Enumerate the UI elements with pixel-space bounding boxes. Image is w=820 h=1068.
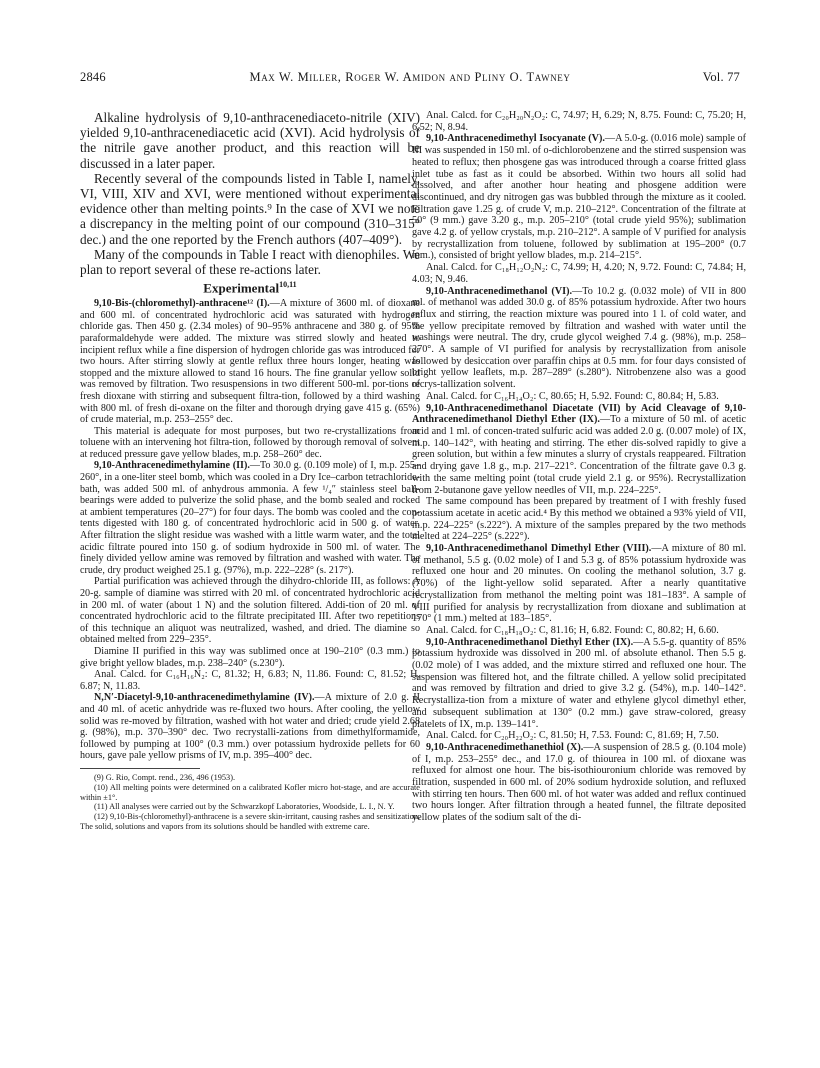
intro-paragraph: Many of the compounds in Table I react with dienophiles. We plan to report several of these re-actions later. bbox=[80, 246, 420, 278]
procedure-text: —A mixture of 3600 ml. of dioxane and 600 ml. of concentrated hydrochloric acid was saturated with hydrogen chloride gas. Then 450 g. (2.34 moles) of 90–95% anthracene and 380 g. of 95% paraformaldehyde were added. The mixture was stirred slowly and heated to incipient reflux while a fine dispersion of hydrogen chloride gas was introduced for two hours. After stirring slowly at gentle reflux three hours longer, heating was stopped and the mixture allowed to stand 16 hours. The fine granular yellow solid was removed by filtration. Two resuspensions in two different 500-ml. por-tions of fresh dioxane with stirring and subsequent filtra-tion, followed by a third washing with 800 ml. of fresh di-oxane on the filter and thorough drying gave 415 g. (65%) of crude material, m.p. 253–255° dec. bbox=[80, 298, 421, 426]
procedure-text: —A mixture of 2.0 g. II and 40 ml. of acetic anhydride was re-fluxed two hours. After cooling, the yellow solid was re-moved by filtration, washed with hot water and dried; crude yield 2.68 g. (98%), m.p. 370–390° dec. Two recrystalli-zations from dimethylformamide, followed by pumping at 100° (0.3 mm.) over potassium hydroxide pellets for 60 hours, gave pale yellow prisms of IV, m.p. 395–400° dec. bbox=[80, 692, 420, 762]
procedure-paragraph bbox=[80, 460, 420, 576]
analysis-paragraph bbox=[412, 625, 746, 637]
analysis-paragraph bbox=[412, 110, 746, 133]
procedure-paragraph bbox=[80, 692, 420, 762]
intro-paragraph: Alkaline hydrolysis of 9,10-anthracenediaceto-nitrile (XIV) yielded 9,10-anthracenediacetic acid (XVI). Acid hydrolysis of the nitrile gave another product, and this reaction will be discussed in a later paper. bbox=[80, 110, 420, 171]
analysis-text: Anal. Calcd. for C₂₀H₂₂O₂: C, 81.50; H, 7.53. Found: C, 81.69; H, 7.50. bbox=[426, 730, 719, 742]
analysis-paragraph bbox=[412, 391, 746, 403]
procedure-text: —A mixture of 80 ml. of methanol, 5.5 g. (0.02 mole) of I and 5.3 g. of 85% potassium hydroxide was refluxed one hour and 20 minutes. On cooling the methanol solution, 3.7 g. (70%) of the light-yellow solid separated. After a nearly quantitative recrystallization from methanol the melting point was 181–183°. A sample of VIII purified for analysis by recrystallization from dioxane and sublimation at 170° (1 mm.) melted at 183–185°. bbox=[412, 543, 746, 625]
footnote: (11) All analyses were carried out by the Schwarzkopf Laboratories, Woodside, L. I., N. Y. bbox=[94, 802, 395, 812]
analysis-text: Anal. Calcd. for C₁₈H₁₈O₂: C, 81.16; H, 6.82. Found: C, 80.82; H, 6.60. bbox=[426, 624, 719, 636]
analysis-text: Anal. Calcd. for C₁₆H₁₆N₂: C, 81.32; H, 6.83; N, 11.86. Found: C, 81.52; H, 6.87; N, 11.83. bbox=[80, 669, 420, 692]
intro-section bbox=[80, 110, 420, 277]
section-footnote-refs: 10,11 bbox=[279, 280, 297, 290]
experimental-body bbox=[80, 298, 420, 762]
procedure-paragraph bbox=[412, 133, 746, 262]
procedure-text: The same compound has been prepared by treatment of I with freshly fused potassium acetate in acetic acid.⁴ By this method we obtained a 93% yield of VII, m.p. 224–225° (s.222°). A mixture of the samples prepared by the two methods melted at 224–225° (s.222°). bbox=[412, 496, 746, 543]
compound-heading: 9,10-Bis-(chloromethyl)-anthracene¹² (I). bbox=[94, 298, 270, 310]
procedure-text: —To 10.2 g. (0.032 mole) of VII in 800 ml. of methanol was added 30.0 g. of 85% potassium hydroxide. After two hours reflux and stirring, the reaction mixture was poured into 1 l. of cold water, and the yellow precipitate removed by filtration and washed with water until the washings were neutral. The dry, crude glycol weighed 7.4 g. (98%), m.p. 258–270°. A sample of VI purified for analysis by recrystallization from anisole followed by desiccation over paraffin chips at 0.5 mm. for four days consisted of bright yellow leaflets, m.p. 287–289° (s.280°). Nitrobenzene also was a good recrys-tallization solvent. bbox=[412, 285, 746, 391]
procedure-paragraph bbox=[412, 286, 746, 391]
left-column bbox=[80, 110, 420, 832]
procedure-text: —A 5.5-g. quantity of 85% potassium hydroxide was dissolved in 200 ml. of absolute ethanol. Then 5.5 g. (0.02 mole) of I was added, and the mixture stirred and refluxed one hour. The suspension was filtered hot, and the filtrate chilled. A yellow solid precipitated and was removed by filtration and dried to give 3.2 g. (54%), m.p. 140–142°. Recrystalliza-tion from a mixture of water and ethylene glycol dimethyl ether, and subsequent sublimation at 130° (0.2 mm.) gave straw-colored, greasy platelets of IX, m.p. 139–141°. bbox=[412, 636, 746, 730]
running-header bbox=[80, 70, 740, 86]
procedure-paragraph bbox=[80, 298, 420, 426]
procedure-text: This material is adequate for most purposes, but two re-crystallizations from toluene with an intervening hot filtra-tion, followed by thorough removal of solvent at reduced pressure gave yellow blades, m.p. 258–260° dec. bbox=[80, 425, 420, 460]
procedure-paragraph bbox=[412, 543, 746, 625]
analysis-paragraph bbox=[80, 669, 420, 692]
compound-heading: 9,10-Anthracenedimethylamine (II). bbox=[94, 460, 250, 472]
analysis-paragraph bbox=[412, 262, 746, 285]
footnote-divider bbox=[80, 768, 200, 769]
analysis-text: Anal. Calcd. for C₂₀H₂₀N₂O₂: C, 74.97; H, 6.29; N, 8.75. Found: C, 75.20; H, 6.52; N, 8.94. bbox=[412, 110, 746, 133]
procedure-text: —To a mixture of 50 ml. of acetic acid and 1 ml. of concen-trated sulfuric acid was added 2.0 g. (0.007 mole) of IX, m.p. 140–142°, with heating and stirring. The ether dis-solved rapidly to give a green solution, but within a few minutes a slurry of crystals reappeared. Filtration and drying gave 1.8 g., m.p. 217–221°. Concentration of the filtrate gave 0.3 g. with the same melting point (total crude yield 2.1 g. or 95%). Recrystallization from 2-butanone gave yellow needles of VII, m.p. 224–225°. bbox=[412, 414, 746, 496]
compound-heading: 9,10-Anthracenedimethanethiol (X). bbox=[426, 741, 584, 753]
footnote: (10) All melting points were determined on a calibrated Kofler micro hot-stage, and are accurate within ±1°. bbox=[80, 782, 420, 802]
compound-heading: 9,10-Anthracenedimethanol Diethyl Ether (IX). bbox=[426, 636, 634, 648]
section-title: Experimental bbox=[203, 280, 280, 296]
page-number: 2846 bbox=[80, 70, 106, 84]
volume-label: Vol. 77 bbox=[702, 70, 740, 84]
procedure-paragraph bbox=[412, 403, 746, 497]
analysis-paragraph bbox=[412, 730, 746, 742]
procedure-paragraph bbox=[412, 637, 746, 731]
procedure-text: —A suspension of 28.5 g. (0.104 mole) of I, m.p. 253–255° dec., and 17.0 g. of thiourea in 100 ml. of dioxane was refluxed for almost one hour. The bis-isothiouronium chloride was removed by filtration, suspended in 600 ml. of 20% sodium hydroxide solution, and refluxed with stirring ten hours. Then 600 ml. of hot water was added and reflux continued two hours longer. After filtration through a heated funnel, the filtrate deposited yellow plates of the sodium salt of the di- bbox=[412, 741, 746, 824]
procedure-text: —To 30.0 g. (0.109 mole) of I, m.p. 255–260°, in a one-liter steel bomb, which was cooled in a Dry Ice–carbon tetrachloride-bath, was added 500 ml. of anhydrous ammonia. A few ¹/₄″ stainless steel ball-bearings were added to pulverize the solid phase, and the bomb sealed and rocked at ambient temperatures (20–27°) for four days. The bomb was cooled and the con-tents digested with 180 g. of concentrated hydrochloric acid in 500 g. of water. After filtration the slight residue was washed with a little warm water, and the total acidic filtrate poured into 150 g. of sodium hydroxide in 500 ml. of water. The finely divided yellow amine was removed by filtration and washed with water. The crude, dry product weighed 25.1 g. (97%), m.p. 222–228° (s. 217°). bbox=[80, 460, 420, 576]
procedure-paragraph bbox=[412, 496, 746, 543]
procedure-text: Diamine II purified in this way was sublimed once at 190–210° (0.3 mm.) to give bright yellow blades, m.p. 238–240° (s.230°). bbox=[80, 645, 420, 669]
procedure-paragraph bbox=[80, 576, 420, 646]
compound-heading: N,N′-Diacetyl-9,10-anthracenedimethylamine (IV). bbox=[94, 692, 315, 704]
procedure-text: Partial purification was achieved through the dihydro-chloride III, as follows: A 20-g. sample of diamine was stirred with 20 ml. of concentrated hydrochloric acid in 200 ml. of water (about 1 N) and the solution filtered. Addi-tion of 20 ml. of concentrated hydrochloric acid to the filtrate precipitated III. After two repetitions of this technique an aliquot was neutralized, washed, and dried. The diamine so obtained melted from 229–235°. bbox=[80, 576, 420, 646]
compound-heading: 9,10-Anthracenedimethanol (VI). bbox=[426, 285, 573, 297]
analysis-text: Anal. Calcd. for C₁₈H₁₂O₂N₂: C, 74.99; H, 4.20; N, 9.72. Found: C, 74.84; H, 4.03; N, 9.46. bbox=[412, 262, 746, 285]
footnote: (12) 9,10-Bis-(chloromethyl)-anthracene is a severe skin-irritant, causing rashes and sensitization. The solid, solutions and vapors from its solutions should be handled with extreme care. bbox=[80, 812, 420, 831]
compound-heading: 9,10-Anthracenedimethanol Dimethyl Ether (VIII). bbox=[426, 543, 652, 555]
right-column bbox=[412, 110, 746, 824]
procedure-paragraph bbox=[412, 742, 746, 824]
running-authors: Max W. Miller, Roger W. Amidon and Pliny O. Tawney bbox=[249, 70, 571, 84]
section-heading bbox=[80, 279, 420, 295]
footnote: (9) G. Rio, Compt. rend., 236, 496 (1953). bbox=[94, 772, 236, 782]
procedure-paragraph bbox=[80, 646, 420, 669]
intro-paragraph: Recently several of the compounds listed in Table I, namely, VI, VIII, XIV and XVI, were mentioned without experimental evidence other than melting points.⁹ In the case of XVI we note a discrepancy in the melting point of our compound (310–315° dec.) and the one reported by the French authors (407–409°). bbox=[80, 170, 420, 247]
procedure-paragraph bbox=[80, 426, 420, 461]
analysis-text: Anal. Calcd. for C₁₆H₁₄O₂: C, 80.65; H, 5.92. Found: C, 80.84; H, 5.83. bbox=[426, 390, 719, 402]
procedure-text: —A 5.0-g. (0.016 mole) sample of III was suspended in 150 ml. of o-dichlorobenzene and the stirred suspension was heated to reflux; then phosgene gas was introduced through a coarse fritted glass inlet tube as fast as it could be absorbed. Within two hours all solid had dissolved, and after another hour heating and phosgene addition were discontinued, and dry nitrogen gas was bubbled through the mixture as it cooled. Filtration gave 1.25 g. of crude V, m.p. 210–212°. Concentration of the filtrate at 50° (9 mm.) gave 3.20 g., m.p. 205–210° (total crude yield 95%); sublimation gave 4.2 g. of yellow crystals, m.p. 210–212°. A sample of V purified for analysis by recrystallization from toluene, followed by sublimation at 195–200° (0.7 mm.), consisted of bright yellow blades, m.p. 214–215°. bbox=[412, 133, 746, 262]
compound-heading: 9,10-Anthracenedimethyl Isocyanate (V). bbox=[426, 133, 605, 145]
compound-heading: 9,10-Anthracenedimethanol Diacetate (VII) by Acid Cleavage of 9,10-Anthracenedimethanol Diethyl Ether (IX). bbox=[412, 402, 746, 426]
